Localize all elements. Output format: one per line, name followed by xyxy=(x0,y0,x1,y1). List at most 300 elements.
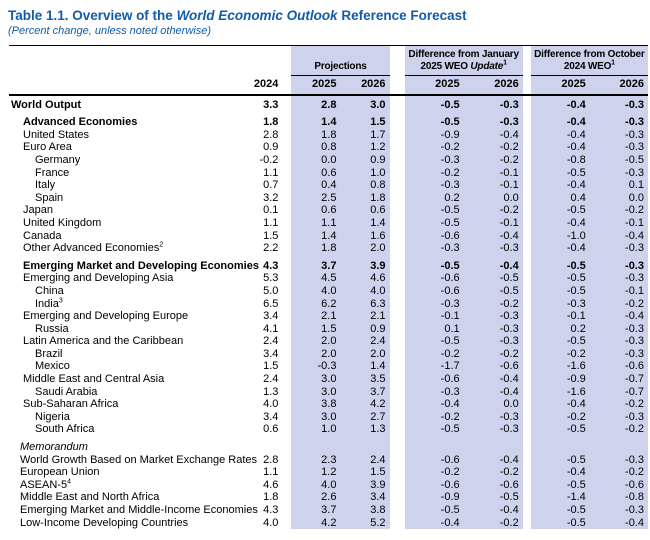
value-cell: -0.5 xyxy=(531,423,590,436)
value-cell: -0.2 xyxy=(590,398,648,411)
table-row xyxy=(9,129,648,142)
value-cell: 6.5 xyxy=(263,297,279,310)
value-cell: 1.1 xyxy=(263,216,279,229)
value-cell: -0.1 xyxy=(464,167,523,180)
value-cell: -0.3 xyxy=(405,386,464,399)
band-gap xyxy=(390,179,405,192)
value-cell: 1.2 xyxy=(340,141,389,154)
diff-oct-line1: Difference from October xyxy=(534,49,645,60)
value-cell: 1.0 xyxy=(340,167,389,180)
value-cell: 1.8 xyxy=(263,116,279,129)
value-cell: -0.3 xyxy=(405,179,464,192)
band-gap xyxy=(523,242,531,255)
value-cell: 0.6 xyxy=(263,423,279,436)
value-cell: 1.8 xyxy=(263,491,279,504)
value-cell: -0.5 xyxy=(405,255,464,273)
band-gap xyxy=(390,129,405,142)
value-cell: 4.0 xyxy=(263,398,279,411)
value-cell: -0.2 xyxy=(259,153,279,166)
value-cell: -0.6 xyxy=(464,479,523,492)
table-row xyxy=(9,230,648,243)
value-cell: 3.0 xyxy=(291,386,340,399)
table-row xyxy=(9,323,648,336)
value-cell: -0.4 xyxy=(590,230,648,243)
row-label: Middle East and North Africa xyxy=(20,491,160,504)
value-cell: -0.3 xyxy=(464,111,523,129)
value-cell: -0.3 xyxy=(590,242,648,255)
value-cell: -0.5 xyxy=(531,285,590,298)
value-cell: -0.2 xyxy=(464,348,523,361)
value-cell: 0.9 xyxy=(340,323,389,336)
band-gap xyxy=(523,154,531,167)
header-spacer xyxy=(9,46,291,76)
band-gap xyxy=(523,504,531,517)
value-cell xyxy=(405,436,464,454)
table-row xyxy=(9,192,648,205)
band-gap xyxy=(523,360,531,373)
value-cell: -0.2 xyxy=(590,204,648,217)
value-cell: 0.9 xyxy=(340,154,389,167)
row-label: Euro Area xyxy=(23,141,72,154)
value-cell: -0.4 xyxy=(531,111,590,129)
value-cell: -0.6 xyxy=(590,479,648,492)
value-cell: 4.3 xyxy=(263,504,279,516)
value-cell: -0.9 xyxy=(405,491,464,504)
band-gap xyxy=(390,272,405,285)
value-cell: 0.0 xyxy=(590,192,648,205)
value-cell: -0.5 xyxy=(531,504,590,517)
value-cell: -0.2 xyxy=(464,517,523,530)
band-gap xyxy=(523,517,531,530)
value-cell: -0.6 xyxy=(405,454,464,467)
value-cell: -0.4 xyxy=(531,141,590,154)
table-row xyxy=(9,398,648,411)
table-row xyxy=(9,411,648,424)
value-cell: 2.2 xyxy=(263,242,279,255)
value-cell: 1.4 xyxy=(291,111,340,129)
row-label: Japan xyxy=(23,204,53,217)
year-proj-2026: 2026 xyxy=(340,76,389,95)
table-row xyxy=(9,179,648,192)
value-cell: -0.4 xyxy=(531,95,590,112)
value-cell: -0.3 xyxy=(590,255,648,273)
value-cell: -1.6 xyxy=(531,360,590,373)
group-header-row xyxy=(9,46,648,76)
band-gap xyxy=(390,95,405,112)
value-cell xyxy=(291,436,340,454)
value-cell: -0.3 xyxy=(291,360,340,373)
value-cell: 2.8 xyxy=(263,453,279,466)
value-cell: 3.4 xyxy=(263,310,279,323)
value-cell: 0.0 xyxy=(464,192,523,205)
value-cell: -0.2 xyxy=(531,411,590,424)
value-cell: -0.2 xyxy=(405,411,464,424)
value-cell: 2.3 xyxy=(291,454,340,467)
value-cell: -0.2 xyxy=(590,298,648,311)
value-cell: 3.9 xyxy=(340,255,389,273)
value-cell: 3.0 xyxy=(291,411,340,424)
band-gap xyxy=(390,192,405,205)
row-label: Emerging and Developing Europe xyxy=(23,310,189,323)
value-cell: 3.9 xyxy=(340,479,389,492)
value-cell: 3.3 xyxy=(263,98,279,111)
row-label: Low-Income Developing Countries xyxy=(20,516,189,529)
value-cell: 5.0 xyxy=(263,284,279,297)
value-cell: 4.2 xyxy=(340,398,389,411)
value-cell: 0.2 xyxy=(405,192,464,205)
value-cell: -0.8 xyxy=(590,491,648,504)
value-cell: -0.9 xyxy=(531,373,590,386)
value-cell: -0.5 xyxy=(464,272,523,285)
value-cell: 1.1 xyxy=(263,166,279,179)
value-cell: -0.5 xyxy=(464,491,523,504)
value-cell: 2.7 xyxy=(340,411,389,424)
value-cell: -0.4 xyxy=(464,504,523,517)
value-cell: -0.2 xyxy=(405,348,464,361)
value-cell xyxy=(590,436,648,454)
value-cell: 0.8 xyxy=(291,141,340,154)
value-cell: -0.6 xyxy=(464,360,523,373)
band-gap xyxy=(390,386,405,399)
value-cell: 3.7 xyxy=(340,386,389,399)
value-cell: -0.3 xyxy=(464,423,523,436)
value-cell: -0.3 xyxy=(405,154,464,167)
value-cell: 1.8 xyxy=(291,129,340,142)
value-cell: -0.4 xyxy=(464,454,523,467)
value-cell: 1.1 xyxy=(263,466,279,479)
row-label: Latin America and the Caribbean xyxy=(23,335,184,348)
band-gap xyxy=(390,504,405,517)
value-cell: 2.0 xyxy=(340,242,389,255)
value-cell: 0.4 xyxy=(291,179,340,192)
diff-jan-line2: 2025 WEO xyxy=(420,61,471,72)
band-gap xyxy=(390,255,405,273)
band-gap xyxy=(523,466,531,479)
value-cell: -0.2 xyxy=(464,154,523,167)
value-cell: 2.4 xyxy=(263,373,279,386)
row-label: Emerging Market and Developing Economies xyxy=(23,259,259,272)
value-cell: 3.4 xyxy=(263,347,279,360)
band-gap xyxy=(390,46,405,76)
value-cell: 5.2 xyxy=(340,517,389,530)
value-cell: -0.3 xyxy=(590,167,648,180)
row-label: Mexico xyxy=(35,360,70,373)
weo-forecast-table xyxy=(9,45,648,529)
value-cell: -0.4 xyxy=(405,517,464,530)
value-cell: -0.4 xyxy=(405,398,464,411)
value-cell: 4.1 xyxy=(263,322,279,335)
value-cell: -0.2 xyxy=(405,141,464,154)
table-row xyxy=(9,436,648,454)
band-gap xyxy=(390,323,405,336)
value-cell: 3.8 xyxy=(291,398,340,411)
value-cell: 4.6 xyxy=(340,272,389,285)
value-cell: -1.7 xyxy=(405,360,464,373)
band-gap xyxy=(390,167,405,180)
value-cell: -0.2 xyxy=(590,423,648,436)
value-cell: 0.0 xyxy=(464,398,523,411)
row-label: United Kingdom xyxy=(23,216,102,229)
value-cell xyxy=(340,436,389,454)
value-cell: 4.3 xyxy=(263,259,279,272)
projections-label: Projections xyxy=(314,61,367,72)
value-cell: -0.2 xyxy=(590,466,648,479)
value-cell: -0.3 xyxy=(590,504,648,517)
value-cell: -0.4 xyxy=(464,255,523,273)
value-cell: 1.5 xyxy=(263,360,279,373)
table-row xyxy=(9,517,648,530)
value-cell: 2.4 xyxy=(263,335,279,348)
value-cell: 3.0 xyxy=(340,95,389,112)
value-cell xyxy=(531,436,590,454)
band-gap xyxy=(390,373,405,386)
row-label: India$^3$ xyxy=(35,296,63,310)
row-label: France xyxy=(35,166,70,179)
band-gap xyxy=(523,217,531,230)
row-label: Saudi Arabia xyxy=(35,385,98,398)
value-cell: 3.7 xyxy=(291,255,340,273)
value-cell: -0.6 xyxy=(405,230,464,243)
value-cell: 0.8 xyxy=(340,179,389,192)
row-label: South Africa xyxy=(35,423,95,436)
value-cell: -0.4 xyxy=(531,179,590,192)
table-row xyxy=(9,204,648,217)
title-part2: Reference Forecast xyxy=(337,8,467,23)
value-cell: -0.1 xyxy=(464,179,523,192)
value-cell: -0.3 xyxy=(464,95,523,112)
year-proj-2025: 2025 xyxy=(291,76,340,95)
value-cell: -0.4 xyxy=(531,129,590,142)
value-cell: 3.8 xyxy=(340,504,389,517)
value-cell: -0.5 xyxy=(405,423,464,436)
value-cell: 4.6 xyxy=(263,478,279,491)
value-cell: -0.2 xyxy=(405,167,464,180)
band-gap xyxy=(523,141,531,154)
table-row xyxy=(9,242,648,255)
value-cell: -0.3 xyxy=(464,411,523,424)
value-cell: -0.3 xyxy=(531,298,590,311)
table-row xyxy=(9,491,648,504)
band-gap xyxy=(390,298,405,311)
band-gap xyxy=(523,298,531,311)
value-cell: 1.8 xyxy=(291,242,340,255)
band-gap xyxy=(390,423,405,436)
value-cell: -0.3 xyxy=(464,242,523,255)
table-row xyxy=(9,423,648,436)
value-cell: -0.4 xyxy=(531,242,590,255)
value-cell: 2.8 xyxy=(291,95,340,112)
band-gap xyxy=(390,154,405,167)
value-cell: -0.4 xyxy=(531,466,590,479)
value-cell: -0.5 xyxy=(405,217,464,230)
row-label: Middle East and Central Asia xyxy=(23,373,165,386)
title-part1: Table 1.1. Overview of the xyxy=(8,8,177,23)
band-gap xyxy=(390,204,405,217)
band-gap xyxy=(390,217,405,230)
value-cell: -0.3 xyxy=(590,272,648,285)
value-cell: 0.6 xyxy=(340,204,389,217)
value-cell: -0.7 xyxy=(590,386,648,399)
table-row xyxy=(9,141,648,154)
value-cell: -0.3 xyxy=(405,242,464,255)
row-label: Emerging and Developing Asia xyxy=(23,272,174,285)
value-cell: -0.3 xyxy=(464,310,523,323)
table-row xyxy=(9,285,648,298)
value-cell: -0.4 xyxy=(464,129,523,142)
value-cell: 0.9 xyxy=(263,141,279,154)
value-cell: 2.5 xyxy=(291,192,340,205)
band-gap xyxy=(523,386,531,399)
value-cell: -0.5 xyxy=(531,479,590,492)
value-cell: -0.3 xyxy=(590,348,648,361)
year-header-row xyxy=(9,76,648,95)
value-cell: -0.1 xyxy=(464,217,523,230)
value-cell: -1.0 xyxy=(531,230,590,243)
band-gap xyxy=(390,242,405,255)
table-row xyxy=(9,310,648,323)
value-cell: 4.0 xyxy=(291,479,340,492)
band-gap xyxy=(523,46,531,76)
value-cell: -0.4 xyxy=(531,398,590,411)
value-cell: 2.1 xyxy=(340,310,389,323)
band-gap xyxy=(523,95,531,112)
table-row xyxy=(9,360,648,373)
year-2024: 2024 xyxy=(222,76,291,95)
value-cell: -0.5 xyxy=(531,454,590,467)
band-gap xyxy=(523,348,531,361)
year-row-spacer xyxy=(9,76,222,95)
row-label: World Growth Based on Market Exchange Rates xyxy=(20,453,258,466)
value-cell: 6.3 xyxy=(340,298,389,311)
value-cell xyxy=(464,436,523,454)
diff-oct-line2: 2024 WEO xyxy=(563,61,612,72)
value-cell: -0.5 xyxy=(531,517,590,530)
band-gap xyxy=(523,179,531,192)
value-cell: 4.5 xyxy=(291,272,340,285)
value-cell: -0.5 xyxy=(531,272,590,285)
band-gap xyxy=(390,411,405,424)
value-cell: 4.0 xyxy=(291,285,340,298)
value-cell: 3.0 xyxy=(291,373,340,386)
row-label: European Union xyxy=(20,466,100,479)
value-cell: 1.4 xyxy=(340,217,389,230)
band-gap xyxy=(523,192,531,205)
value-cell: -1.4 xyxy=(531,491,590,504)
table-row xyxy=(9,504,648,517)
band-gap xyxy=(523,454,531,467)
band-gap xyxy=(390,76,405,95)
band-gap xyxy=(523,230,531,243)
value-cell: 0.1 xyxy=(263,204,279,217)
value-cell: -0.4 xyxy=(590,517,648,530)
value-cell: -0.4 xyxy=(464,373,523,386)
value-cell: -0.6 xyxy=(590,360,648,373)
diff-october-header xyxy=(531,46,648,76)
value-cell: 1.3 xyxy=(263,385,279,398)
band-gap xyxy=(390,348,405,361)
value-cell: -0.5 xyxy=(531,167,590,180)
value-cell: 2.4 xyxy=(340,335,389,348)
value-cell: -0.4 xyxy=(464,386,523,399)
row-label: Other Advanced Economies$^2$ xyxy=(23,241,164,255)
band-gap xyxy=(523,373,531,386)
table-row xyxy=(9,386,648,399)
value-cell: -0.5 xyxy=(405,95,464,112)
value-cell: -0.3 xyxy=(590,454,648,467)
row-label: Germany xyxy=(35,153,81,166)
value-cell: 1.4 xyxy=(340,360,389,373)
table-row xyxy=(9,454,648,467)
band-gap xyxy=(390,111,405,129)
value-cell: 1.8 xyxy=(340,192,389,205)
band-gap xyxy=(390,466,405,479)
value-cell: 2.8 xyxy=(263,128,279,141)
row-label: Emerging Market and Middle-Income Economies xyxy=(20,504,258,516)
value-cell: 4.0 xyxy=(263,516,279,529)
band-gap xyxy=(390,360,405,373)
value-cell: -0.5 xyxy=(405,504,464,517)
value-cell: 4.2 xyxy=(291,517,340,530)
row-label: China xyxy=(35,284,64,297)
value-cell: -0.2 xyxy=(405,466,464,479)
value-cell: -0.2 xyxy=(464,204,523,217)
table-row xyxy=(9,373,648,386)
value-cell: 0.2 xyxy=(531,323,590,336)
value-cell: 1.6 xyxy=(340,230,389,243)
row-label: World Output xyxy=(11,98,82,111)
value-cell: -0.5 xyxy=(531,204,590,217)
diff-january-header xyxy=(405,46,523,76)
value-cell: -0.3 xyxy=(464,335,523,348)
value-cell: 6.2 xyxy=(291,298,340,311)
value-cell: 2.0 xyxy=(291,335,340,348)
row-label: Italy xyxy=(35,179,56,192)
value-cell: -0.9 xyxy=(405,129,464,142)
diff-jan-update: Update xyxy=(470,61,504,72)
value-cell: 2.1 xyxy=(291,310,340,323)
value-cell: 0.6 xyxy=(291,204,340,217)
year-jan-2025: 2025 xyxy=(405,76,464,95)
value-cell: 0.6 xyxy=(291,167,340,180)
value-cell: 5.3 xyxy=(263,272,279,285)
row-label: Brazil xyxy=(35,347,63,360)
value-cell: 1.3 xyxy=(340,423,389,436)
year-oct-2026: 2026 xyxy=(590,76,648,95)
band-gap xyxy=(523,323,531,336)
table-row xyxy=(9,255,648,273)
band-gap xyxy=(523,491,531,504)
value-cell: -0.7 xyxy=(590,373,648,386)
value-cell: -0.8 xyxy=(531,154,590,167)
value-cell: 1.5 xyxy=(263,229,279,242)
value-cell: -0.5 xyxy=(405,335,464,348)
value-cell: -0.5 xyxy=(405,111,464,129)
diff-jan-line1: Difference from January xyxy=(408,49,519,60)
band-gap xyxy=(523,479,531,492)
footnote-1-marker: 1 xyxy=(611,59,615,67)
band-gap xyxy=(523,411,531,424)
value-cell: -0.5 xyxy=(590,154,648,167)
band-gap xyxy=(523,255,531,273)
table-row xyxy=(9,298,648,311)
table-row xyxy=(9,479,648,492)
table-row xyxy=(9,466,648,479)
value-cell: -0.4 xyxy=(590,310,648,323)
band-gap xyxy=(523,129,531,142)
value-cell: -0.1 xyxy=(531,310,590,323)
footnote-marker: 3 xyxy=(58,296,63,304)
table-row xyxy=(9,154,648,167)
